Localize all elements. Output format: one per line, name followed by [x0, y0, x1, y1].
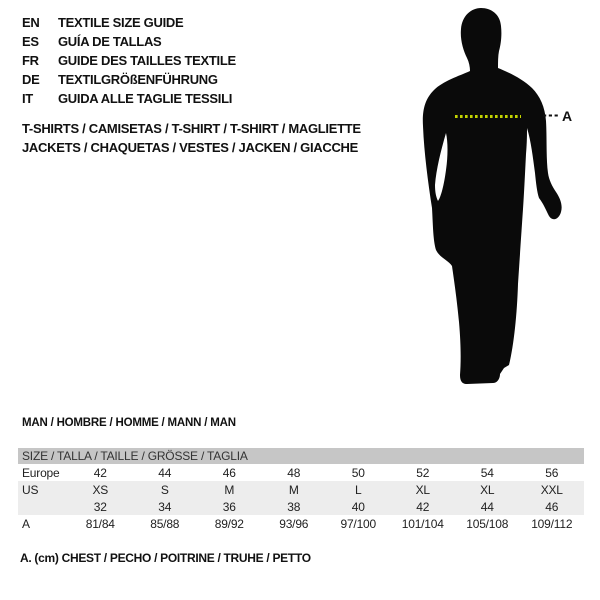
size-table	[18, 448, 584, 532]
size-cell: M	[224, 482, 235, 497]
language-code: DE	[22, 72, 40, 87]
size-cell: 34	[158, 499, 172, 514]
size-cell: 89/92	[214, 516, 244, 531]
measurement-footnote: A. (cm) CHEST / PECHO / POITRINE / TRUHE / PETTO	[20, 551, 311, 565]
size-cell: XL	[415, 482, 430, 497]
size-row-label: Europe	[22, 465, 60, 480]
size-cell: 48	[287, 465, 301, 480]
size-table-header: SIZE / TALLA / TAILLE / GRÖSSE / TAGLIA	[18, 448, 584, 464]
size-cell: 50	[351, 465, 365, 480]
size-cell: 97/100	[340, 516, 376, 531]
size-cell: XXL	[540, 482, 563, 497]
language-label: GUIDE DES TAILLES TEXTILE	[58, 53, 236, 68]
size-cell: 101/104	[401, 516, 444, 531]
size-cell: 46	[545, 499, 559, 514]
size-cell: L	[355, 482, 362, 497]
size-cell: 42	[93, 465, 107, 480]
size-cell: 93/96	[279, 516, 309, 531]
size-cell: 36	[222, 499, 236, 514]
measurement-label-a: A	[562, 108, 573, 124]
size-cell: 44	[480, 499, 494, 514]
size-cell: 54	[480, 465, 494, 480]
size-cell: 105/108	[466, 516, 509, 531]
size-cell: S	[160, 482, 169, 497]
language-label: TEXTILGRÖßENFÜHRUNG	[58, 72, 218, 87]
size-row-label: US	[22, 482, 39, 497]
size-cell: 44	[158, 465, 172, 480]
language-code: FR	[22, 53, 39, 68]
man-silhouette	[423, 8, 562, 384]
size-cell: 42	[416, 499, 430, 514]
size-cell: 81/84	[85, 516, 115, 531]
size-cell: XL	[480, 482, 495, 497]
category-line-jackets: JACKETS / CHAQUETAS / VESTES / JACKEN / GIACCHE	[22, 140, 358, 155]
size-cell: 85/88	[150, 516, 180, 531]
size-cell: 109/112	[531, 516, 573, 531]
size-cell: 38	[287, 499, 301, 514]
language-code: ES	[22, 34, 39, 49]
size-cell: 40	[351, 499, 365, 514]
language-label: GUIDA ALLE TAGLIE TESSILI	[58, 91, 233, 106]
size-table-row	[18, 498, 584, 515]
size-cell: 32	[93, 499, 107, 514]
language-label: GUÍA DE TALLAS	[58, 34, 162, 49]
language-code: IT	[22, 91, 33, 106]
size-table-body	[18, 464, 584, 532]
size-cell: M	[288, 482, 299, 497]
size-table-row	[18, 481, 584, 498]
size-table-row	[18, 515, 584, 532]
category-line-tshirts: T-SHIRTS / CAMISETAS / T-SHIRT / T-SHIRT / MAGLIETTE	[22, 121, 361, 136]
section-title-man: MAN / HOMBRE / HOMME / MANN / MAN	[22, 417, 236, 429]
language-label: TEXTILE SIZE GUIDE	[58, 15, 184, 30]
size-cell: XS	[92, 482, 109, 497]
size-cell: 46	[222, 465, 236, 480]
language-code: EN	[22, 15, 40, 30]
size-row-label: A	[22, 516, 30, 531]
size-cell: 56	[545, 465, 559, 480]
size-cell: 52	[416, 465, 430, 480]
size-table-row	[18, 464, 584, 481]
